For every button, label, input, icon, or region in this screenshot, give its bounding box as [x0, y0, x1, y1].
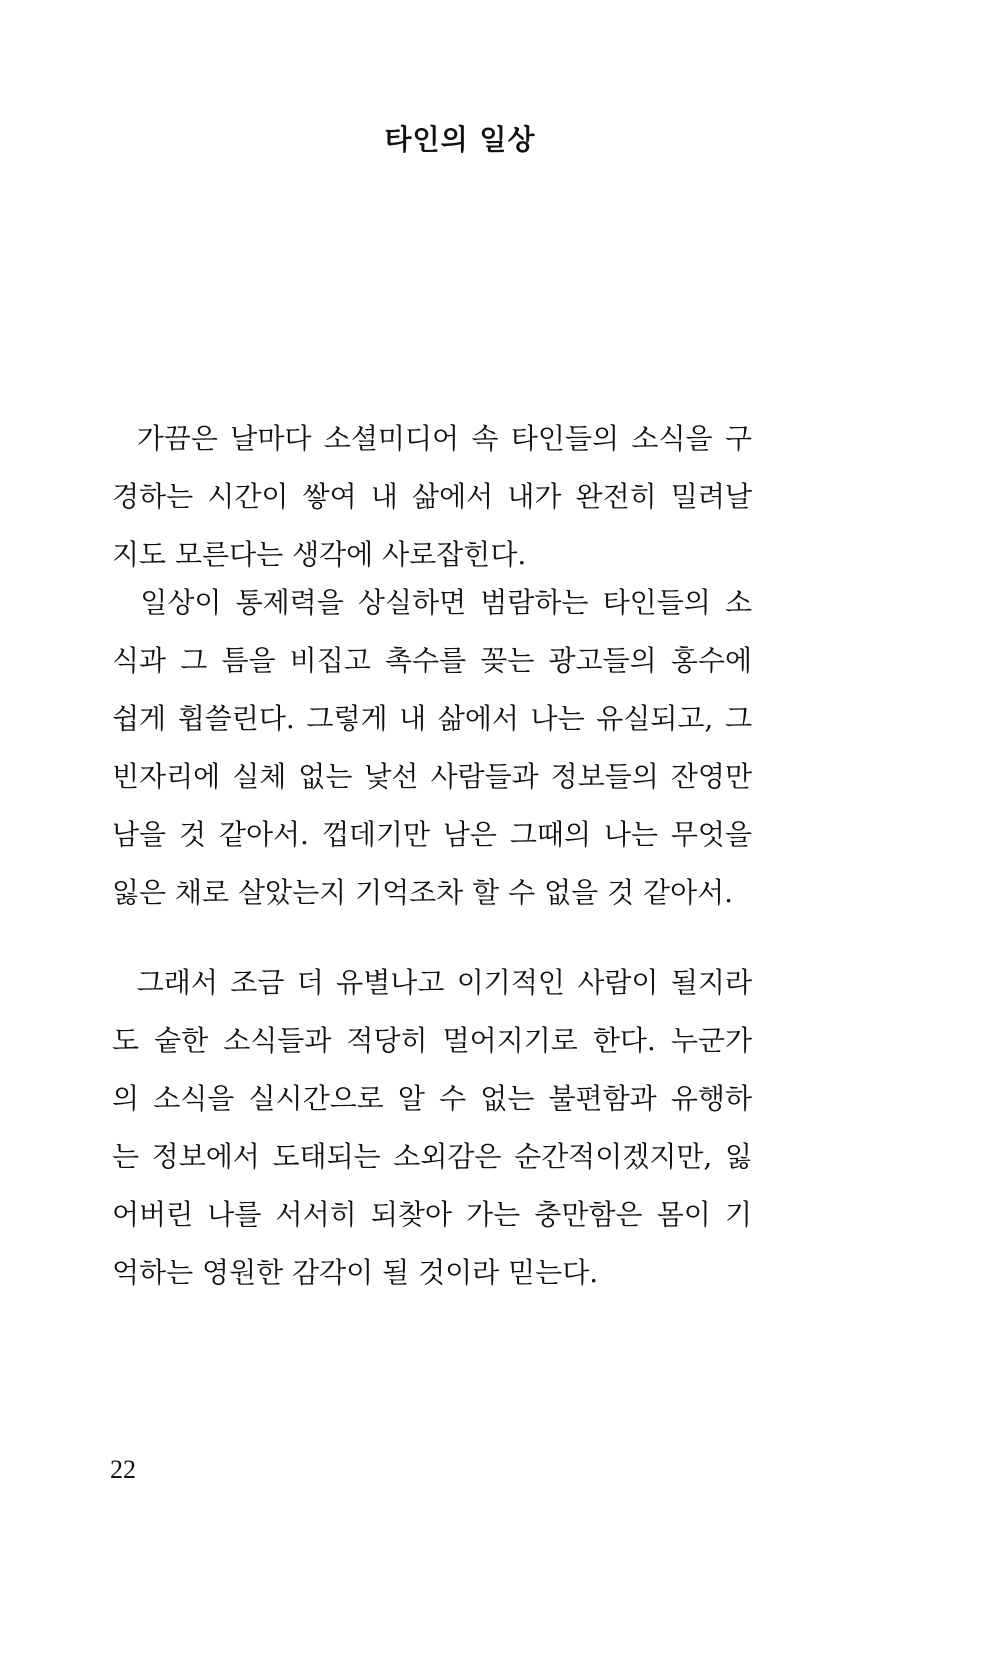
- text-line: 잃은 채로 살았는지 기억조차 할 수 없을 것 같아서.: [112, 876, 734, 909]
- text-line: 쉽게 휩쓸린다. 그렇게 내 삶에서 나는 유실되고, 그: [112, 702, 752, 735]
- text-line: 경하는 시간이 쌓여 내 삶에서 내가 완전히 밀려날: [112, 480, 752, 513]
- text-line: 의 소식을 실시간으로 알 수 없는 불편함과 유행하: [112, 1082, 752, 1115]
- text-line: 남을 것 같아서. 껍데기만 남은 그때의 나는 무엇을: [112, 818, 752, 851]
- paragraph-2: [112, 574, 752, 922]
- text-line: 식과 그 틈을 비집고 촉수를 꽂는 광고들의 홍수에: [112, 644, 752, 677]
- text-line: 일상이 통제력을 상실하면 범람하는 타인들의 소: [112, 586, 752, 619]
- paragraph-1: [112, 410, 752, 584]
- text-line: 빈자리에 실체 없는 낯선 사람들과 정보들의 잔영만: [112, 760, 752, 793]
- text-line: 억하는 영원한 감각이 될 것이라 믿는다.: [112, 1256, 599, 1289]
- chapter-title: 타인의 일상: [384, 123, 536, 156]
- text-line: 도 숱한 소식들과 적당히 멀어지기로 한다. 누군가: [112, 1024, 752, 1057]
- paragraph-3: [112, 954, 752, 1302]
- text-line: 지도 모른다는 생각에 사로잡힌다.: [112, 538, 527, 571]
- text-line: 가끔은 날마다 소셜미디어 속 타인들의 소식을 구: [112, 422, 752, 455]
- text-line: 는 정보에서 도태되는 소외감은 순간적이겠지만, 잃: [112, 1140, 752, 1173]
- text-line: 어버린 나를 서서히 되찾아 가는 충만함은 몸이 기: [112, 1198, 752, 1231]
- page-number: 22: [110, 1455, 136, 1484]
- text-line: 그래서 조금 더 유별나고 이기적인 사람이 될지라: [112, 966, 752, 999]
